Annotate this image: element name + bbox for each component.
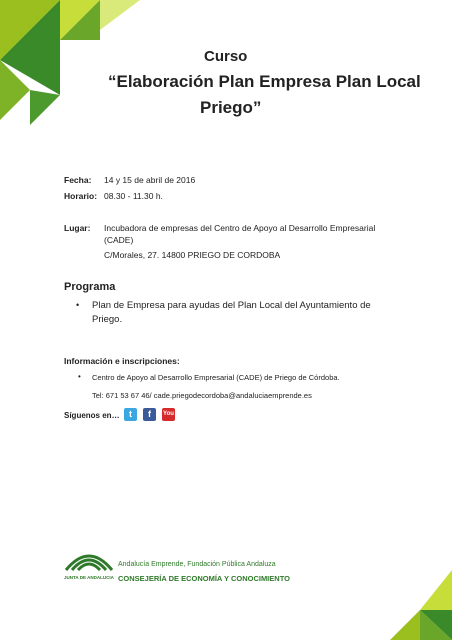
programa-item-line1: Plan de Empresa para ayudas del Plan Local del Ayuntamiento de: [92, 300, 371, 311]
horario-label: Horario:: [64, 191, 98, 201]
info-item: Centro de Apoyo al Desarrollo Empresarial (CADE) de Priego de Córdoba.: [92, 373, 340, 382]
facebook-icon[interactable]: f: [143, 408, 156, 421]
corner-decoration-top-left: [0, 0, 160, 130]
footer-org-line1: Andalucía Emprende, Fundación Pública Andaluza: [118, 561, 276, 568]
horario-value: 08.30 - 11.30 h.: [104, 191, 163, 201]
info-bullet: •: [78, 372, 81, 381]
course-title-line2: Priego”: [200, 98, 262, 117]
lugar-address: C/Morales, 27. 14800 PRIEGO DE CORDOBA: [104, 250, 281, 260]
youtube-icon[interactable]: You: [162, 408, 175, 421]
programa-heading: Programa: [64, 281, 116, 293]
footer-org-line2: CONSEJERÍA DE ECONOMÍA Y CONOCIMIENTO: [118, 574, 290, 583]
programa-item-line2: Priego.: [92, 314, 123, 325]
fecha-value: 14 y 15 de abril de 2016: [104, 175, 196, 185]
lugar-line1: Incubadora de empresas del Centro de Apoyo al Desarrollo Empresarial: [104, 223, 376, 233]
junta-andalucia-logo: [64, 548, 114, 572]
lugar-line2: (CADE): [104, 235, 134, 245]
info-contact: Tel: 671 53 67 46/ cade.priegodecordoba@andaluciaemprende.es: [92, 391, 312, 400]
social-label: Síguenos en…: [64, 411, 120, 420]
programa-bullet: •: [76, 300, 80, 310]
course-title-line1: “Elaboración Plan Empresa Plan Local: [108, 72, 421, 91]
course-kicker: Curso: [204, 48, 248, 65]
corner-decoration-bottom-right: [380, 570, 452, 640]
logo-caption: JUNTA DE ANDALUCIA: [64, 575, 114, 580]
fecha-label: Fecha:: [64, 175, 92, 185]
twitter-icon[interactable]: t: [124, 408, 137, 421]
info-heading: Información e inscripciones:: [64, 356, 180, 366]
lugar-label: Lugar:: [64, 223, 91, 233]
